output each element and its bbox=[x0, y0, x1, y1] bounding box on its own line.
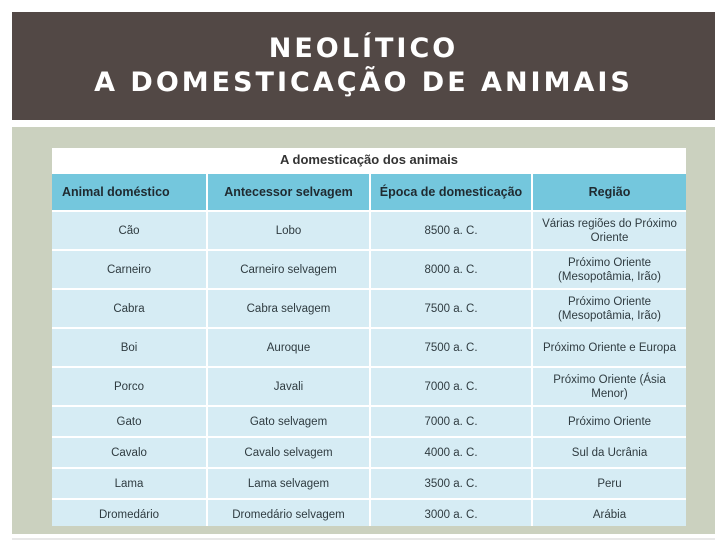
slide-subtitle: A DOMESTICAÇÃO DE ANIMAIS bbox=[94, 67, 633, 98]
table-row bbox=[52, 499, 686, 526]
domestication-table bbox=[52, 174, 686, 526]
cell-ancestor: Lama selvagem bbox=[207, 468, 370, 499]
cell-epoch: 3000 a. C. bbox=[370, 499, 532, 526]
cell-epoch: 7500 a. C. bbox=[370, 289, 532, 328]
cell-animal: Carneiro bbox=[52, 250, 207, 289]
cell-animal: Cavalo bbox=[52, 437, 207, 468]
cell-epoch: 7000 a. C. bbox=[370, 367, 532, 406]
table-row bbox=[52, 328, 686, 367]
cell-region: Várias regiões do Próximo Oriente bbox=[532, 211, 686, 250]
cell-epoch: 3500 a. C. bbox=[370, 468, 532, 499]
cell-region: Próximo Oriente (Ásia Menor) bbox=[532, 367, 686, 406]
cell-region: Próximo Oriente (Mesopotâmia, Irão) bbox=[532, 250, 686, 289]
cell-region: Arábia bbox=[532, 499, 686, 526]
cell-animal: Gato bbox=[52, 406, 207, 437]
column-header-ancestor: Antecessor selvagem bbox=[207, 174, 370, 211]
cell-ancestor: Carneiro selvagem bbox=[207, 250, 370, 289]
cell-ancestor: Javali bbox=[207, 367, 370, 406]
cell-epoch: 7500 a. C. bbox=[370, 328, 532, 367]
cell-ancestor: Auroque bbox=[207, 328, 370, 367]
cell-ancestor: Lobo bbox=[207, 211, 370, 250]
table-caption: A domesticação dos animais bbox=[52, 148, 686, 174]
slide-title-bar bbox=[12, 12, 715, 120]
cell-region: Sul da Ucrânia bbox=[532, 437, 686, 468]
cell-epoch: 4000 a. C. bbox=[370, 437, 532, 468]
column-header-animal: Animal doméstico bbox=[52, 174, 207, 211]
slide-title: NEOLÍTICO bbox=[268, 33, 459, 64]
table-row bbox=[52, 250, 686, 289]
cell-animal: Cabra bbox=[52, 289, 207, 328]
cell-animal: Porco bbox=[52, 367, 207, 406]
cell-ancestor: Dromedário selvagem bbox=[207, 499, 370, 526]
cell-ancestor: Cabra selvagem bbox=[207, 289, 370, 328]
column-header-region: Região bbox=[532, 174, 686, 211]
cell-epoch: 7000 a. C. bbox=[370, 406, 532, 437]
column-header-epoch: Época de domesticação bbox=[370, 174, 532, 211]
cell-region: Próximo Oriente (Mesopotâmia, Irão) bbox=[532, 289, 686, 328]
cell-epoch: 8500 a. C. bbox=[370, 211, 532, 250]
cell-animal: Cão bbox=[52, 211, 207, 250]
cell-region: Próximo Oriente e Europa bbox=[532, 328, 686, 367]
table-header-row bbox=[52, 174, 686, 211]
table-row bbox=[52, 367, 686, 406]
cell-ancestor: Cavalo selvagem bbox=[207, 437, 370, 468]
cell-region: Peru bbox=[532, 468, 686, 499]
table-row bbox=[52, 406, 686, 437]
table-row bbox=[52, 437, 686, 468]
table-row bbox=[52, 468, 686, 499]
cell-epoch: 8000 a. C. bbox=[370, 250, 532, 289]
cell-animal: Dromedário bbox=[52, 499, 207, 526]
cell-animal: Boi bbox=[52, 328, 207, 367]
table-row bbox=[52, 211, 686, 250]
bottom-divider bbox=[12, 538, 715, 540]
cell-animal: Lama bbox=[52, 468, 207, 499]
cell-region: Próximo Oriente bbox=[532, 406, 686, 437]
table-row bbox=[52, 289, 686, 328]
domestication-table-figure bbox=[52, 148, 686, 526]
cell-ancestor: Gato selvagem bbox=[207, 406, 370, 437]
